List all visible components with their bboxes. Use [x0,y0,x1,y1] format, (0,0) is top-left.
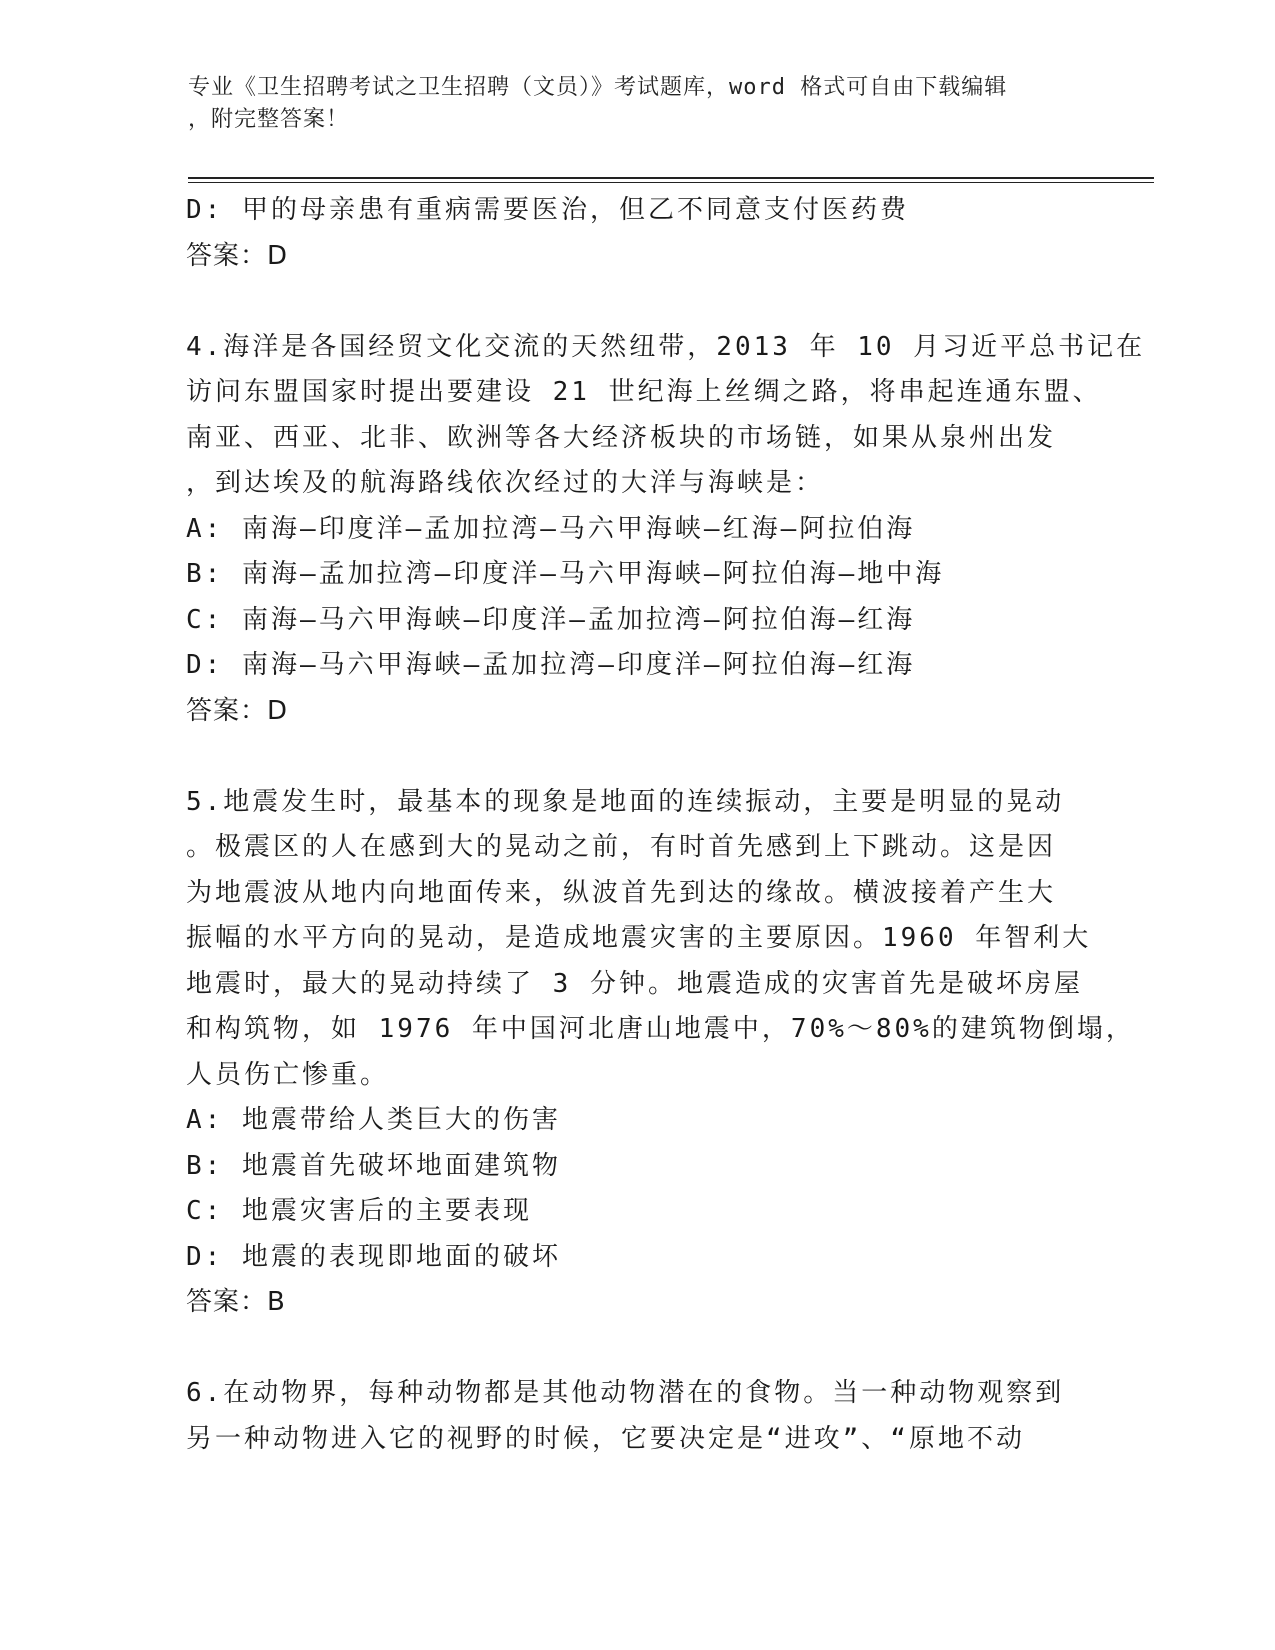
answer-line: 答案：D [186,240,289,271]
question-text-line: 地震时，最大的晃动持续了 3 分钟。地震造成的灾害首先是破坏房屋 [186,968,1083,999]
question-text-line: 另一种动物进入它的视野的时候，它要决定是“进攻”、“原地不动 [186,1423,1025,1454]
question-text-line: 访问东盟国家时提出要建设 21 世纪海上丝绸之路，将串起连通东盟、 [186,377,1102,407]
question-text-line: ，到达埃及的航海路线依次经过的大洋与海峡是： [186,468,825,498]
page-header [188,72,1088,136]
header-line-2: ，附完整答案！ [188,107,350,132]
header-divider-thick [188,177,1154,179]
question-text-line: 人员伤亡惨重。 [186,1059,390,1090]
spacer [186,734,1086,780]
header-line-1: 专业《卫生招聘考试之卫生招聘（文员）》考试题库，word 格式可自由下载编辑 [188,75,1008,100]
question-6 [186,1371,1086,1462]
question-text-line: 南亚、西亚、北非、欧洲等各大经济板块的市场链，如果从泉州出发 [186,422,1057,453]
option-c: C: 南海—马六甲海峡—印度洋—孟加拉湾—阿拉伯海—红海 [186,604,916,635]
option-d: D: 甲的母亲患有重病需要医治，但乙不同意支付医药费 [186,195,909,225]
question-text-line: 4.海洋是各国经贸文化交流的天然纽带，2013 年 10 月习近平总书记在 [186,331,1146,362]
question-4 [186,325,1146,735]
question-text-line: 振幅的水平方向的晃动，是造成地震灾害的主要原因。1960 年智利大 [186,923,1092,953]
question-text-line: 。极震区的人在感到大的晃动之前，有时首先感到上下跳动。这是因 [186,832,1057,862]
question-text-line: 和构筑物，如 1976 年中国河北唐山地震中，70%～80%的建筑物倒塌， [186,1014,1135,1044]
answer-line: 答案：D [186,695,289,726]
option-a: A: 地震带给人类巨大的伤害 [186,1105,561,1135]
question-text-line: 为地震波从地内向地面传来，纵波首先到达的缘故。横波接着产生大 [186,877,1057,908]
answer-line: 答案：B [186,1287,286,1317]
question-text-line: 5.地震发生时，最基本的现象是地面的连续振动，主要是明显的晃动 [186,786,1065,817]
question-5 [186,780,1135,1326]
question-text-line: 6.在动物界，每种动物都是其他动物潜在的食物。当一种动物观察到 [186,1378,1065,1408]
option-b: B: 地震首先破坏地面建筑物 [186,1150,561,1181]
option-c: C: 地震灾害后的主要表现 [186,1196,532,1226]
option-d: D: 地震的表现即地面的破坏 [186,1241,561,1272]
spacer [186,1326,1086,1372]
option-b: B: 南海—孟加拉湾—印度洋—马六甲海峡—阿拉伯海—地中海 [186,559,945,589]
option-a: A: 南海—印度洋—孟加拉湾—马六甲海峡—红海—阿拉伯海 [186,513,916,544]
option-d: D: 南海—马六甲海峡—孟加拉湾—印度洋—阿拉伯海—红海 [186,650,916,680]
header-divider-thin [188,182,1154,183]
spacer [186,279,1086,325]
question-3-tail [186,188,1086,279]
document-body [186,188,1146,1462]
